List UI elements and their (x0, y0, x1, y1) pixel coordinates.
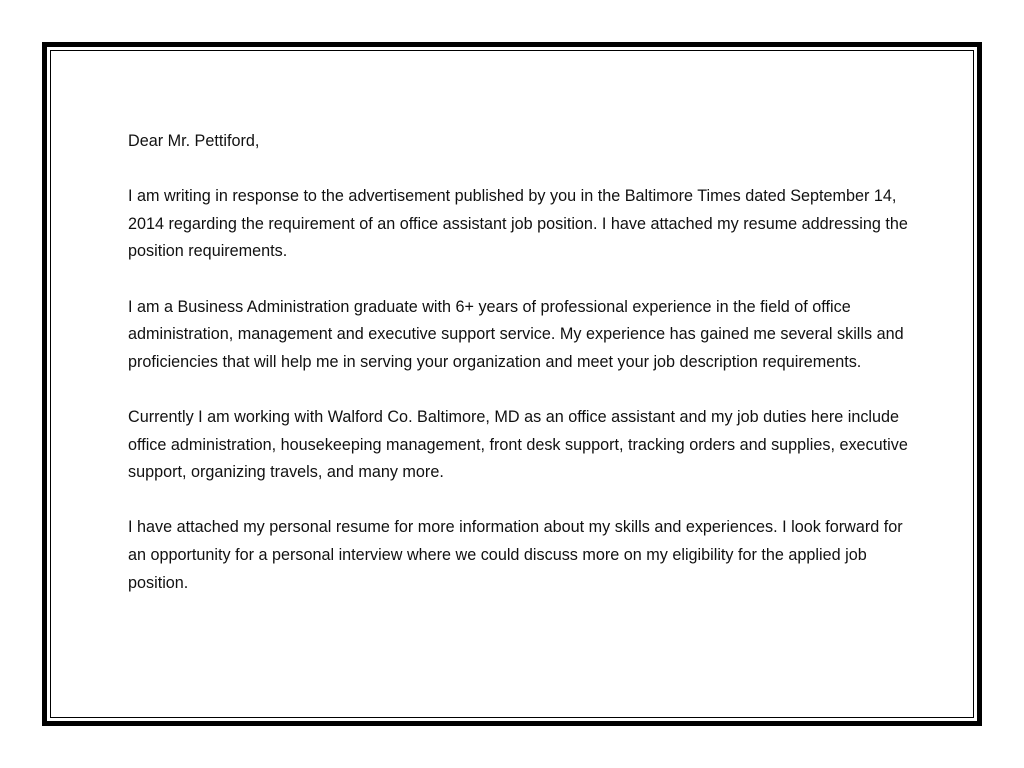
salutation: Dear Mr. Pettiford, (128, 132, 260, 150)
paragraph-4: I have attached my personal resume for more information about my skills and experiences. I look forward for an opportunity for a personal interview where we could discuss more on my eligibility for the applied job position. (128, 518, 903, 592)
paragraph-3: Currently I am working with Walford Co. Baltimore, MD as an office assistant and my job duties here include office administration, housekeeping management, front desk support, tracking orders and supplies, executive support, organizing travels, and many more. (128, 407, 908, 482)
paragraph-1: I am writing in response to the advertisement published by you in the Baltimore Times dated September 14, 2014 regarding the requirement of an office assistant job position. I have attached my resume addressing the position requirements. (128, 187, 908, 261)
letter-body (128, 128, 908, 625)
paragraph-2: I am a Business Administration graduate with 6+ years of professional experience in the field of office administration, management and executive support service. My experience has gained me several skills and proficiencies that will help me in serving your organization and meet your job description requirements. (128, 297, 904, 371)
